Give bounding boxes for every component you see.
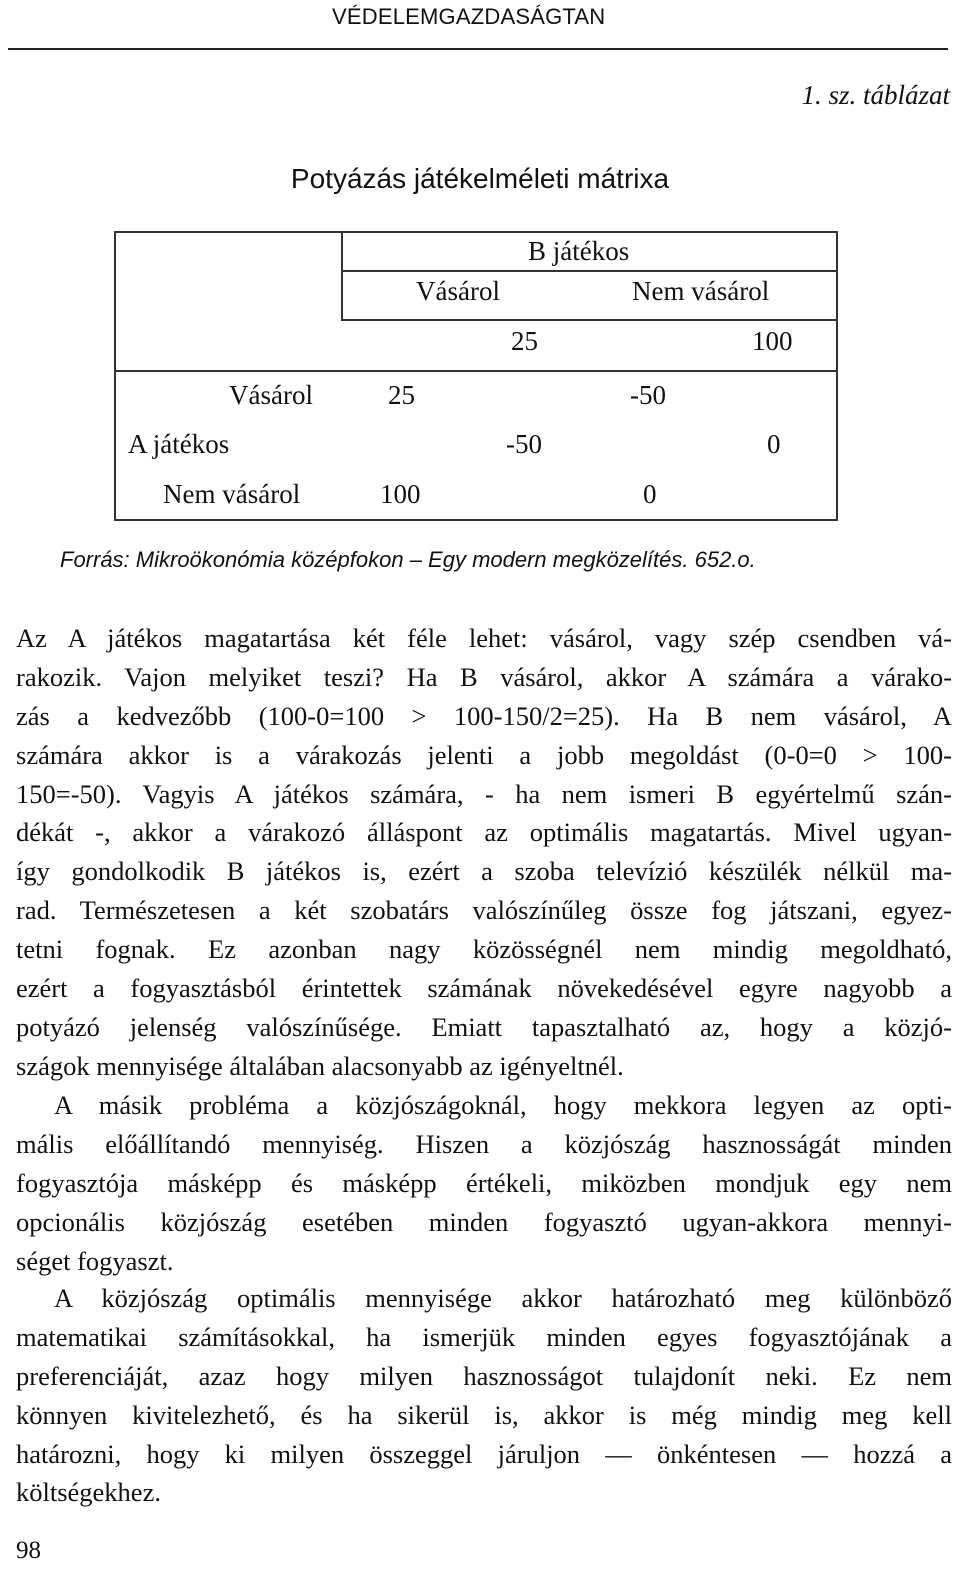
paragraph-2-line: mális előállítandó mennyiség. Hiszen a közjószág hasznosságát minden xyxy=(16,1128,952,1159)
b-not-buy-header: Nem vásárol xyxy=(632,276,770,306)
paragraph-3-line: matematikai számításokkal, ha ismerjük minden egyes fogyasztójának a xyxy=(16,1321,952,1352)
header-rule xyxy=(8,48,948,50)
a-not-buy-row-label: Nem vásárol xyxy=(163,479,301,509)
table-title: Potyázás játékelméleti mátrixa xyxy=(290,163,670,194)
a-buy-row-label: Vásárol xyxy=(229,380,313,410)
player-b-label: B játékos xyxy=(528,236,630,266)
b-not-buy-value: 100 xyxy=(752,326,793,356)
paragraph-2-line: A másik probléma a közjószágoknál, hogy mekkora legyen az opti- xyxy=(54,1090,952,1120)
paragraph-1 xyxy=(16,619,952,1086)
paragraph-1-line: rakozik. Vajon melyiket teszi? Ha B vásárol, akkor A számára a várako- xyxy=(16,661,952,692)
paragraph-1-line: 150=-50). Vagyis A játékos számára, - ha nem ismeri B egyértelmű szán- xyxy=(16,778,952,809)
table-source: Forrás: Mikroökonómia középfokon – Egy modern megközelítés. 652.o. xyxy=(60,547,756,572)
paragraph-3-line: költségekhez. xyxy=(16,1477,161,1508)
a-mid-b-not-buy-value: 0 xyxy=(767,429,781,459)
paragraph-3-line: A közjószág optimális mennyisége akkor határozható meg különböző xyxy=(54,1283,952,1313)
a-not-buy-b-value: 0 xyxy=(643,479,657,509)
paragraph-1-line: szágok mennyisége általában alacsonyabb az igényeltnél. xyxy=(16,1050,624,1081)
paragraph-1-line: dékát -, akkor a várakozó álláspont az optimális magatartás. Mivel ugyan- xyxy=(16,817,952,848)
paragraph-3 xyxy=(16,1279,952,1512)
table-number: 1. sz. táblázat xyxy=(801,80,950,110)
paragraph-1-line: zás a kedvezőbb (100-0=100 > 100-150/2=25). Ha B nem vásárol, A xyxy=(16,700,952,731)
paragraph-1-line: Az A játékos magatartása két féle lehet: vásárol, vagy szép csendben vá- xyxy=(16,623,952,653)
matrix-rule-a-section xyxy=(115,370,837,372)
a-buy-value: 25 xyxy=(388,380,415,410)
b-buy-value: 25 xyxy=(511,326,538,356)
b-buy-header: Vásárol xyxy=(416,276,500,306)
paragraph-2-line: fogyasztója másképp és másképp értékeli, miközben mondjuk egy nem xyxy=(16,1167,952,1198)
paragraph-1-line: rad. Természetesen a két szobatárs valószínűleg össze fog játszani, egyez- xyxy=(16,895,952,926)
paragraph-2 xyxy=(16,1086,952,1280)
paragraph-1-line: ezért a fogyasztásból érintettek számának növekedésével egyre nagyobb a xyxy=(16,973,952,1004)
page-number: 98 xyxy=(16,1537,41,1564)
a-buy-b-not-buy-value: -50 xyxy=(630,380,666,410)
paragraph-1-line: tetni fognak. Ez azonban nagy közösségnél nem mindig megoldható, xyxy=(16,934,952,965)
paragraph-3-line: határozni, hogy ki milyen összeggel járuljon — önkéntesen — hozzá a xyxy=(16,1438,952,1469)
paragraph-2-line: opcionális közjószág esetében minden fogyasztó ugyan-akkora mennyi- xyxy=(16,1206,952,1237)
running-head: VÉDELEMGAZDASÁGTAN xyxy=(332,4,606,29)
matrix-rule-b-header xyxy=(342,270,837,272)
player-a-label: A játékos xyxy=(128,429,230,459)
a-mid-b-buy-value: -50 xyxy=(506,429,542,459)
paragraph-1-line: potyázó jelenség valószínűsége. Emiatt tapasztalható az, hogy a közjó- xyxy=(16,1011,952,1042)
a-not-buy-value: 100 xyxy=(380,479,421,509)
paragraph-1-line: így gondolkodik B játékos is, ezért a szoba televízió készülék nélkül ma- xyxy=(16,856,952,887)
paragraph-2-line: séget fogyaszt. xyxy=(16,1245,174,1276)
paragraph-3-line: könnyen kivitelezhető, és ha sikerül is, akkor is még mindig meg kell xyxy=(16,1399,952,1430)
paragraph-3-line: preferenciáját, azaz hogy milyen hasznosságot tulajdonít neki. Ez nem xyxy=(16,1360,952,1391)
paragraph-1-line: számára akkor is a várakozás jelenti a jobb megoldást (0-0=0 > 100- xyxy=(16,739,952,770)
